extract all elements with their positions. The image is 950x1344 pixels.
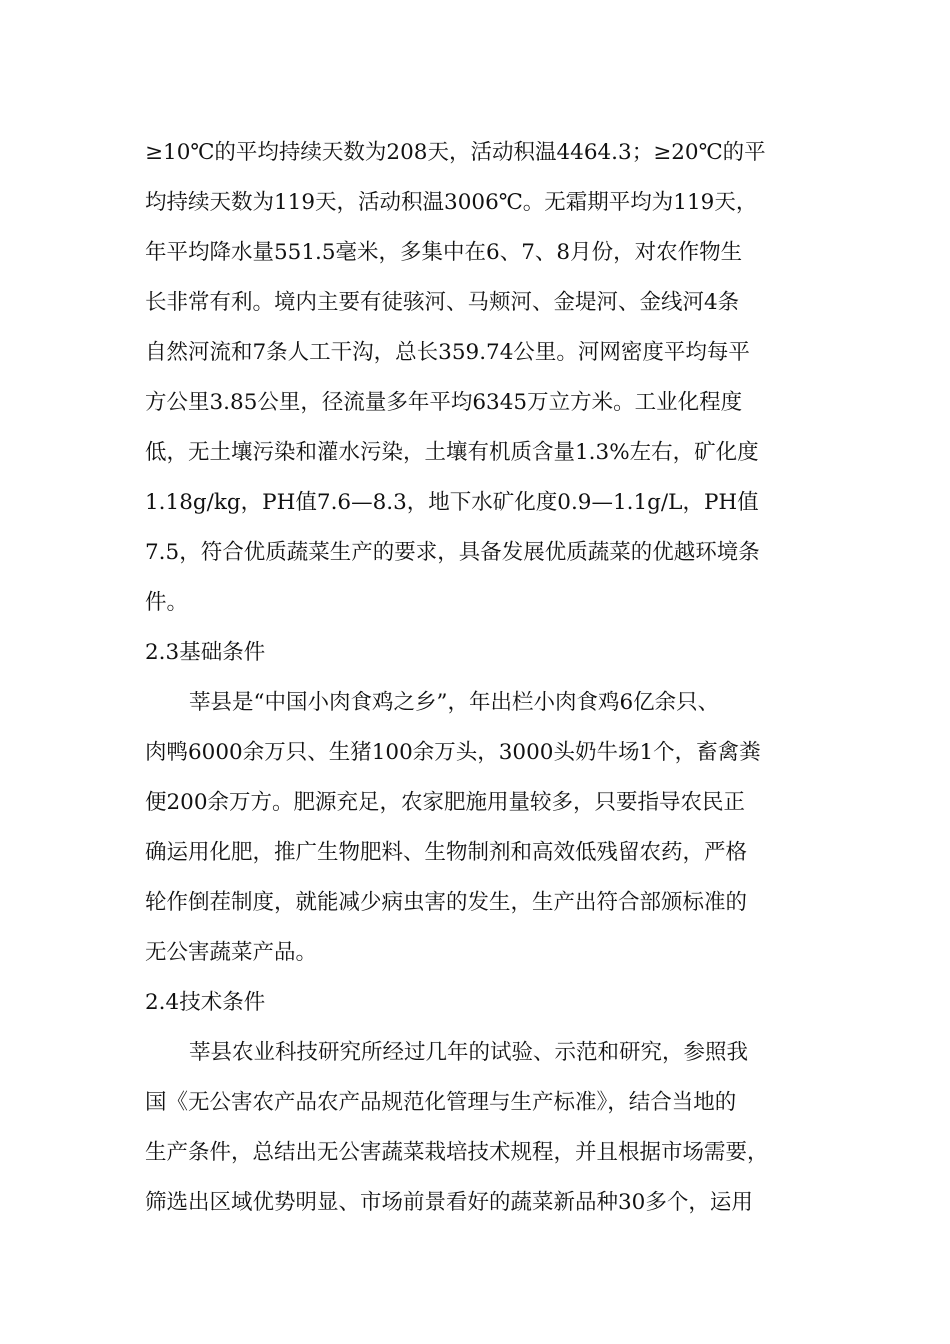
text-line: 7.5，符合优质蔬菜生产的要求，具备发展优质蔬菜的优越环境条: [145, 540, 760, 565]
section-heading: 2.4技术条件: [145, 990, 266, 1015]
text-line: 莘县农业科技研究所经过几年的试验、示范和研究，参照我: [189, 1040, 749, 1065]
text-line: 生产条件，总结出无公害蔬菜栽培技术规程，并且根据市场需要，: [145, 1140, 769, 1165]
text-line: 筛选出区域优势明显、市场前景看好的蔬菜新品种30多个，运用: [145, 1190, 753, 1215]
text-line: 肉鸭6000余万只、生猪100余万头，3000头奶牛场1个，畜禽粪: [145, 740, 761, 765]
text-line: ≥10℃的平均持续天数为208天，活动积温4464.3；≥20℃的平: [145, 140, 766, 165]
text-line: 低，无土壤污染和灌水污染，土壤有机质含量1.3%左右，矿化度: [145, 440, 759, 465]
document-body: [145, 128, 805, 1228]
section-heading: 2.3基础条件: [145, 640, 266, 665]
text-line: 年平均降水量551.5毫米，多集中在6、7、8月份，对农作物生: [145, 240, 743, 265]
text-line: 长非常有利。境内主要有徒骇河、马颊河、金堤河、金线河4条: [145, 290, 740, 315]
text-line: 国《无公害农产品农产品规范化管理与生产标准》，结合当地的: [145, 1090, 737, 1115]
text-line: 莘县是“中国小肉食鸡之乡”，年出栏小肉食鸡6亿余只、: [189, 690, 720, 715]
text-line: 件。: [145, 590, 189, 615]
text-line: 轮作倒茬制度，就能减少病虫害的发生，生产出符合部颁标准的: [145, 890, 748, 915]
text-line: 确运用化肥，推广生物肥料、生物制剂和高效低残留农药，严格: [145, 840, 748, 865]
text-line: 1.18g/kg，PH值7.6—8.3，地下水矿化度0.9—1.1g/L，PH值: [145, 490, 759, 515]
text-line: 自然河流和7条人工干沟，总长359.74公里。河网密度平均每平: [145, 340, 750, 365]
text-line: 无公害蔬菜产品。: [145, 940, 318, 965]
text-line: 便200余万方。肥源充足，农家肥施用量较多，只要指导农民正: [145, 790, 746, 815]
text-line: 方公里3.85公里，径流量多年平均6345万立方米。工业化程度: [145, 390, 743, 415]
text-line: 均持续天数为119天，活动积温3006℃。无霜期平均为119天，: [145, 190, 758, 215]
